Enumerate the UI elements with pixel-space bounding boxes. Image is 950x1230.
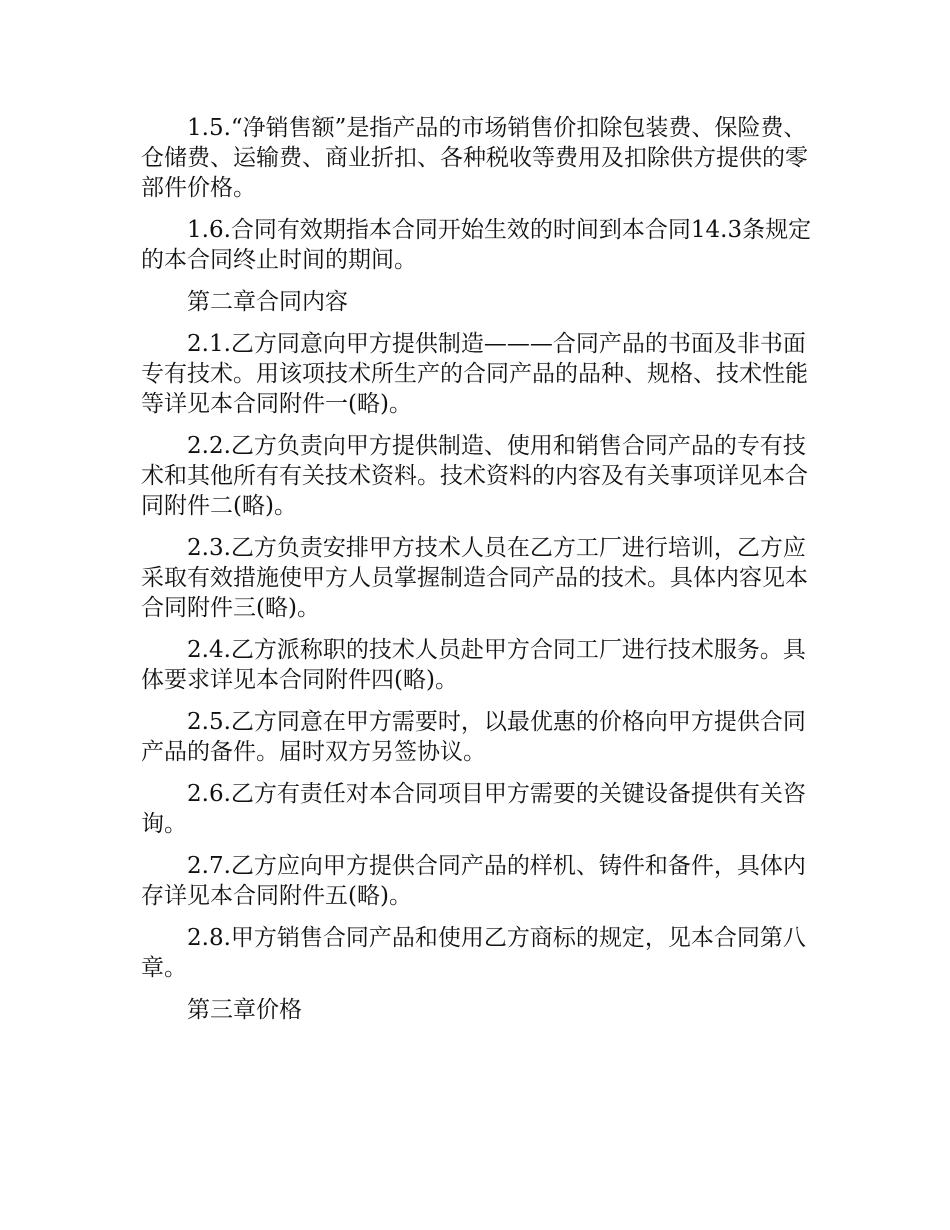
document-body (141, 113, 821, 1037)
clause-2-1: 2.1.乙方同意向甲方提供制造———合同产品的书面及非书面专有技术。用该项技术所生产的合同产品的品种、规格、技术性能等详见本合同附件一(略)。 (141, 331, 808, 417)
clause-2-2: 2.2.乙方负责向甲方提供制造、使用和销售合同产品的专有技术和其他所有有关技术资料。技术资料的内容及有关事项详见本合同附件二(略)。 (141, 433, 808, 519)
clause-2-6: 2.6.乙方有责任对本合同项目甲方需要的关键设备提供有关咨询。 (141, 781, 806, 837)
clause-1-6: 1.6.合同有效期指本合同开始生效的时间到本合同14.3条规定的本合同终止时间的期间。 (141, 217, 812, 273)
clause-1-5: 1.5.“净销售额”是指产品的市场销售价扣除包装费、保险费、仓储费、运输费、商业折扣、各种税收等费用及扣除供方提供的零部件价格。 (141, 115, 808, 201)
clause-2-4: 2.4.乙方派称职的技术人员赴甲方合同工厂进行技术服务。具体要求详见本合同附件四(略)。 (141, 637, 806, 693)
chapter-3-heading: 第三章价格 (187, 997, 302, 1023)
clause-2-5: 2.5.乙方同意在甲方需要时，以最优惠的价格向甲方提供合同产品的备件。届时双方另签协议。 (141, 709, 806, 765)
clause-2-3: 2.3.乙方负责安排甲方技术人员在乙方工厂进行培训，乙方应采取有效措施使甲方人员掌握制造合同产品的技术。具体内容见本合同附件三(略)。 (141, 535, 808, 621)
clause-2-7: 2.7.乙方应向甲方提供合同产品的样机、铸件和备件，具体内存详见本合同附件五(略)。 (141, 853, 806, 909)
chapter-2-heading: 第二章合同内容 (187, 289, 348, 315)
clause-2-8: 2.8.甲方销售合同产品和使用乙方商标的规定，见本合同第八章。 (141, 925, 806, 981)
